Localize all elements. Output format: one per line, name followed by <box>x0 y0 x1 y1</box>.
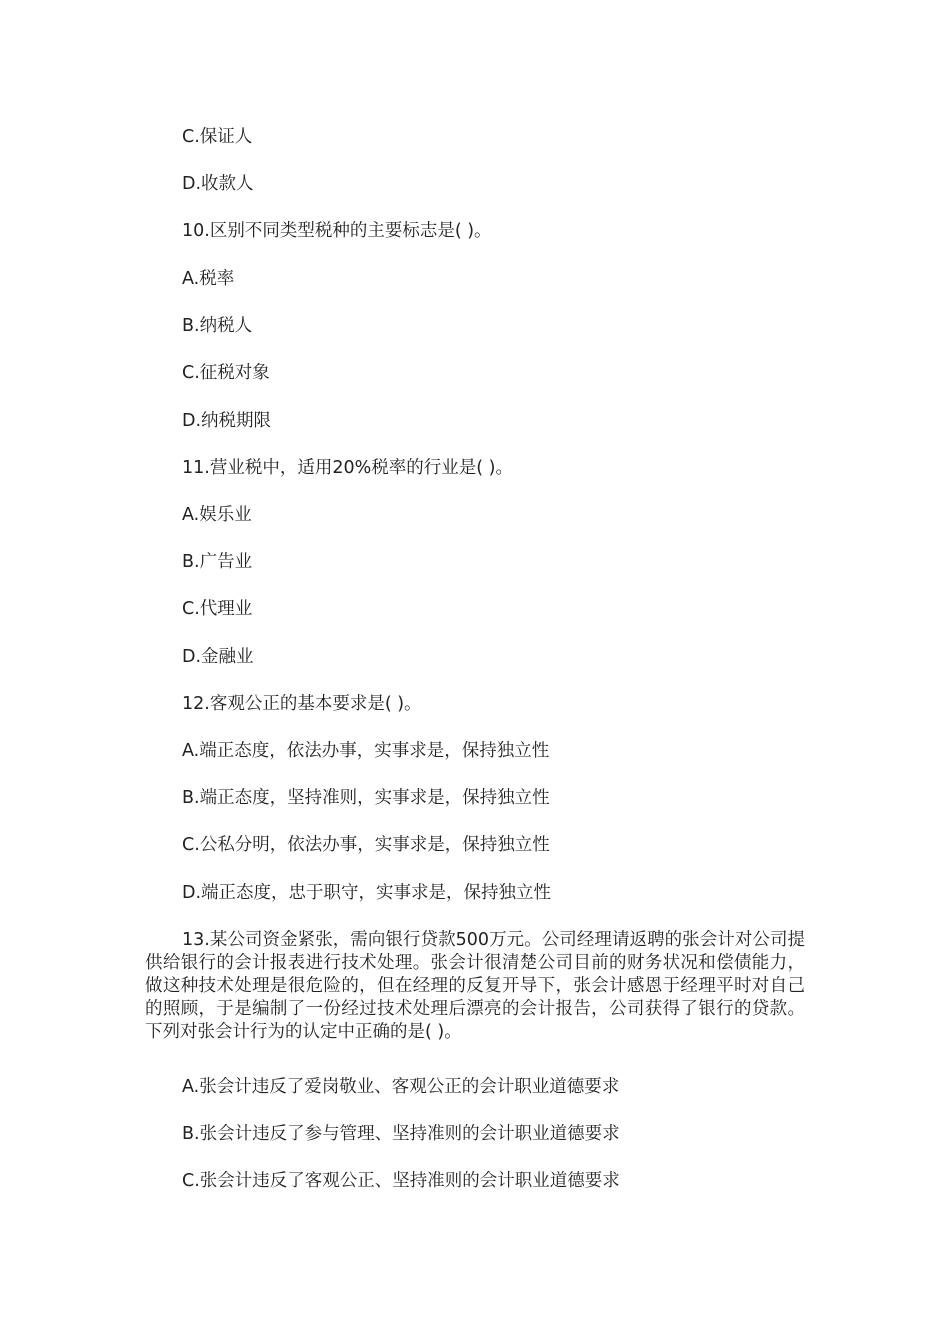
option-10d: D.纳税期限 <box>182 411 272 431</box>
option-12c: C.公私分明，依法办事，实事求是，保持独立性 <box>182 835 550 855</box>
option-11d: D.金融业 <box>182 647 254 667</box>
question-11: 11.营业税中，适用20%税率的行业是( )。 <box>182 458 513 478</box>
question-13: 13.某公司资金紧张，需向银行贷款500万元。公司经理请返聘的张会计对公司提供给银行的会计报表进行技术处理。张会计很清楚公司目前的财务状况和偿债能力，做这种技术处理是很危险的，但在经理的反复开导下，张会计感恩于经理平时对自己的照顾，于是编制了一份经过技术处理后漂亮的会计报告，公司获得了银行的贷款。下列对张会计行为的认定中正确的是( )。 <box>145 930 805 1042</box>
option-12b: B.端正态度，坚持准则，实事求是，保持独立性 <box>182 788 550 808</box>
option-11b: B.广告业 <box>182 552 253 572</box>
question-10: 10.区别不同类型税种的主要标志是( )。 <box>182 221 492 241</box>
option-10c: C.征税对象 <box>182 363 270 383</box>
option-9d: D.收款人 <box>182 174 254 194</box>
option-9c: C.保证人 <box>182 127 253 147</box>
option-13c: C.张会计违反了客观公正、坚持准则的会计职业道德要求 <box>182 1171 620 1191</box>
option-10a: A.税率 <box>182 269 235 289</box>
option-11c: C.代理业 <box>182 599 253 619</box>
question-12: 12.客观公正的基本要求是( )。 <box>182 694 422 714</box>
option-12a: A.端正态度，依法办事，实事求是，保持独立性 <box>182 741 550 761</box>
option-13a: A.张会计违反了爱岗敬业、客观公正的会计职业道德要求 <box>182 1077 620 1097</box>
option-12d: D.端正态度，忠于职守，实事求是，保持独立性 <box>182 883 552 903</box>
option-13b: B.张会计违反了参与管理、坚持准则的会计职业道德要求 <box>182 1124 620 1144</box>
option-10b: B.纳税人 <box>182 316 253 336</box>
option-11a: A.娱乐业 <box>182 505 252 525</box>
